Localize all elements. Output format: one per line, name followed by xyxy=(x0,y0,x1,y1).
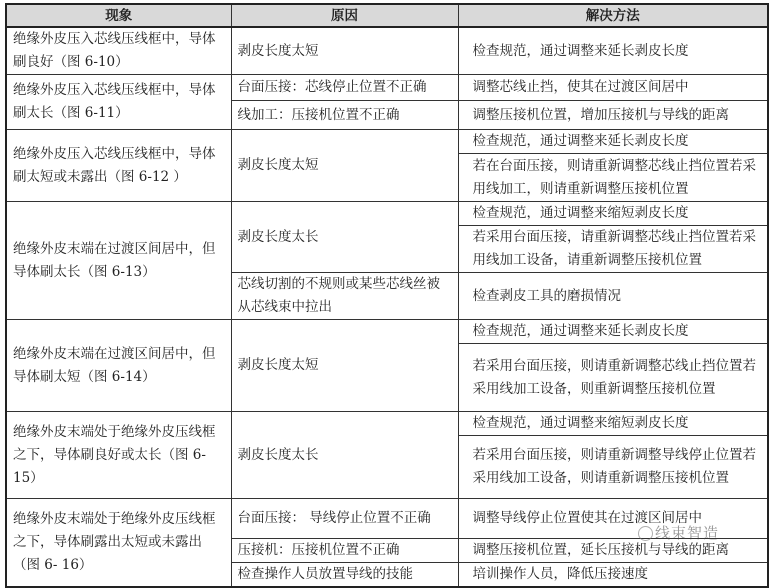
table-row xyxy=(6,130,768,154)
cause-cell: 线加工：压接机位置不正确 xyxy=(231,101,458,130)
solution-cell: 调整压接机位置，延长压接机与导线的距离 xyxy=(458,539,768,563)
symptom-cell: 绝缘外皮压入芯线压线框中，导体刷太短或未露出（图 6-12 ） xyxy=(6,130,231,202)
cause-cell: 芯线切割的不规则或某些芯线丝被从芯线束中拉出 xyxy=(231,273,458,320)
cause-cell: 剥皮长度太短 xyxy=(231,130,458,202)
solution-cell: 检查规范，通过调整来延长剥皮长度 xyxy=(458,320,768,344)
solution-cell: 调整导线停止位置使其在过渡区间居中 xyxy=(458,499,768,539)
solution-cell: 调整压接机位置，增加压接机与导线的距离 xyxy=(458,101,768,130)
solution-cell: 检查规范，通过调整来缩短剥皮长度 xyxy=(458,202,768,226)
cause-cell: 台面压接：芯线停止位置不正确 xyxy=(231,75,458,101)
symptom-cell: 绝缘外皮末端处于绝缘外皮压线框之下，导体刷露出太短或未露出（图 6- 16） xyxy=(6,499,231,588)
cause-cell: 剥皮长度太短 xyxy=(231,27,458,75)
solution-cell: 检查规范，通过调整来延长剥皮长度 xyxy=(458,130,768,154)
solution-cell: 若采用台面压接，请重新调整芯线止挡位置若采用线加工设备，请重新调整压接机位置 xyxy=(458,226,768,273)
symptom-cell: 绝缘外皮末端在过渡区间居中，但导体刷太长（图 6-13） xyxy=(6,202,231,320)
solution-cell: 若在台面压接，则请重新调整芯线止挡位置若采用线加工，则请重新调整压接机位置 xyxy=(458,154,768,202)
table-row xyxy=(6,75,768,101)
watermark-text: 线束智造 xyxy=(655,524,720,542)
solution-cell: 检查剥皮工具的磨损情况 xyxy=(458,273,768,320)
solution-cell: 培训操作人员，降低压接速度 xyxy=(458,563,768,588)
cause-cell: 剥皮长度太长 xyxy=(231,202,458,273)
header-cause: 原因 xyxy=(231,4,458,27)
cause-cell: 检查操作人员放置导线的技能 xyxy=(231,563,458,588)
solution-cell: 调整芯线止挡，使其在过渡区间居中 xyxy=(458,75,768,101)
table-row xyxy=(6,202,768,226)
table-row xyxy=(6,499,768,539)
symptom-cell: 绝缘外皮压入芯线压线框中，导体刷良好（图 6-10） xyxy=(6,27,231,75)
cause-cell: 剥皮长度太长 xyxy=(231,412,458,499)
troubleshooting-table xyxy=(5,3,769,588)
cause-cell: 剥皮长度太短 xyxy=(231,320,458,412)
solution-cell: 检查规范，通过调整来延长剥皮长度 xyxy=(458,27,768,75)
table-row xyxy=(6,320,768,344)
table-row xyxy=(6,412,768,436)
header-symptom: 现象 xyxy=(6,4,231,27)
table-row xyxy=(6,27,768,75)
cause-cell: 压接机：压接机位置不正确 xyxy=(231,539,458,563)
symptom-cell: 绝缘外皮压入芯线压线框中，导体刷太长（图 6-11） xyxy=(6,75,231,130)
header-solution: 解决方法 xyxy=(458,4,768,27)
solution-cell: 检查规范，通过调整来缩短剥皮长度 xyxy=(458,412,768,436)
solution-cell: 若采用台面压接，则请重新调整导线停止位置若采用线加工设备，则请重新调整压接机位置 xyxy=(458,436,768,499)
solution-cell: 若采用台面压接，则请重新调整芯线止挡位置若采用线加工设备，则重新调整压接机位置 xyxy=(458,344,768,412)
table-header-row xyxy=(6,4,768,27)
cause-cell: 台面压接： 导线停止位置不正确 xyxy=(231,499,458,539)
symptom-cell: 绝缘外皮末端处于绝缘外皮压线框之下，导体刷良好或太长（图 6-15） xyxy=(6,412,231,499)
symptom-cell: 绝缘外皮末端在过渡区间居中，但导体刷太短（图 6-14） xyxy=(6,320,231,412)
